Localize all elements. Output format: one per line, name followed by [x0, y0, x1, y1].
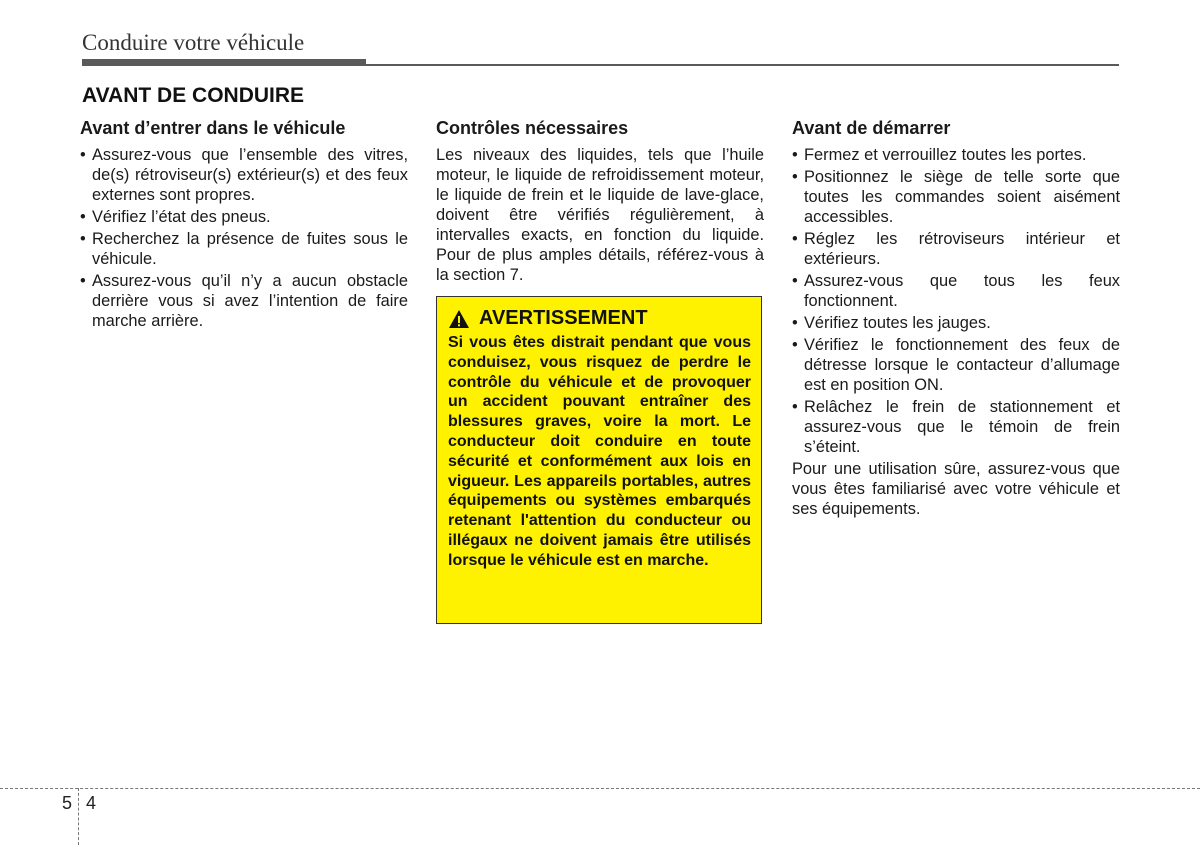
list-item: • Fermez et verrouillez toutes les portes. [792, 145, 1120, 165]
header-rule-thin [366, 64, 1119, 66]
warning-box [436, 296, 762, 624]
list-item: • Positionnez le siège de telle sorte que toutes les commandes soient aisément accessibles. [792, 167, 1120, 227]
section-title: AVANT DE CONDUIRE [82, 84, 305, 107]
column-title: Contrôles nécessaires [436, 118, 629, 138]
header-rule-thick [82, 59, 366, 66]
warning-triangle-icon [448, 309, 470, 329]
list-item: • Vérifiez l’état des pneus. [80, 207, 408, 227]
list-item: • Assurez-vous que l’ensemble des vitres, de(s) rétroviseur(s) extérieur(s) et des feux externes sont propres. [80, 145, 408, 205]
column-before-starting [792, 117, 1120, 519]
warning-text: Si vous êtes distrait pendant que vous conduisez, vous risquez de perdre le contrôle du véhicule et de provoquer un accident pouvant entraîner des blessures graves, voire la mort. Le conducteur doit conduire en toute sécurité et conformément aux lois en vigueur. Les appareils portables, autres équipements ou systèmes embarqués retenant l'attention du conducteur ou illégaux ne doivent jamais être utilisés lorsque le véhicule est en marche. [448, 334, 751, 569]
column-required-checks [436, 117, 764, 285]
bullet-list [80, 145, 408, 331]
list-item: • Relâchez le frein de stationnement et assurez-vous que le témoin de frein s’éteint. [792, 397, 1120, 457]
column-before-entering [80, 117, 408, 333]
footer-divider [0, 788, 1200, 789]
column-title: Avant de démarrer [792, 118, 951, 138]
footer-page-divider [78, 788, 79, 845]
list-item: • Assurez-vous que tous les feux fonctionnent. [792, 271, 1120, 311]
list-item: • Assurez-vous qu’il n’y a aucun obstacle derrière vous si avez l’intention de faire marche arrière. [80, 271, 408, 331]
paragraph: Pour une utilisation sûre, assurez-vous que vous êtes familiarisé avec votre véhicule et ses équipements. [792, 460, 1120, 518]
paragraph: Les niveaux des liquides, tels que l’huile moteur, le liquide de refroidissement moteur, le liquide de frein et le liquide de lave-glace, doivent être vérifiés régulièrement, à intervalles exacts, en fonction du liquide. Pour de plus amples détails, référez-vous à la section 7. [436, 146, 764, 284]
list-item: • Vérifiez le fonctionnement des feux de détresse lorsque le contacteur d’allumage est en position ON. [792, 335, 1120, 395]
warning-title: AVERTISSEMENT [479, 307, 648, 329]
list-item: • Vérifiez toutes les jauges. [792, 313, 1120, 333]
page-number: 4 [86, 793, 97, 813]
page-header-title: Conduire votre véhicule [82, 30, 305, 55]
column-title: Avant d’entrer dans le véhicule [80, 118, 346, 138]
chapter-number: 5 [62, 793, 73, 813]
list-item: • Réglez les rétroviseurs intérieur et extérieurs. [792, 229, 1120, 269]
list-item: • Recherchez la présence de fuites sous le véhicule. [80, 229, 408, 269]
warning-header [448, 307, 751, 330]
bullet-list [792, 145, 1120, 457]
